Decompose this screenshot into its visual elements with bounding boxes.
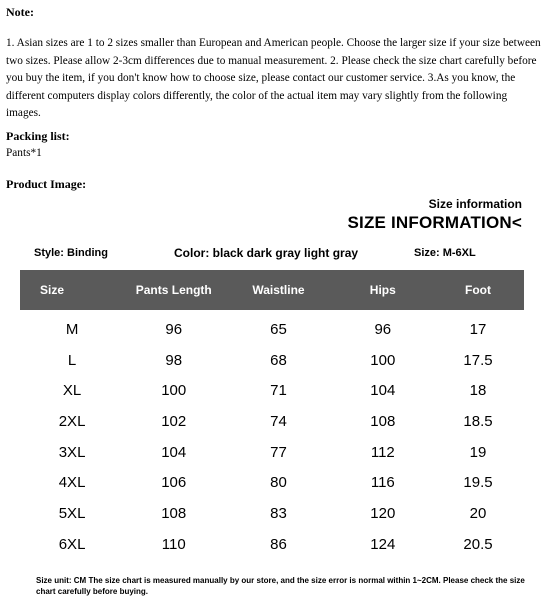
product-image-heading: Product Image: bbox=[6, 177, 87, 191]
cell-size: XL bbox=[62, 382, 82, 400]
table-row bbox=[20, 310, 524, 345]
table-row bbox=[20, 467, 524, 498]
table-row bbox=[20, 437, 524, 468]
cell-waistline: 65 bbox=[270, 320, 287, 338]
cell-foot: 20 bbox=[469, 504, 487, 522]
cell-waistline: 71 bbox=[270, 382, 287, 400]
table-row bbox=[20, 529, 524, 560]
cell-hips: 120 bbox=[370, 504, 396, 522]
cell-size: 2XL bbox=[58, 412, 86, 430]
style-label: Style: Binding bbox=[34, 247, 108, 259]
cell-pants-length: 96 bbox=[165, 320, 183, 338]
cell-pants-length: 106 bbox=[161, 474, 187, 492]
cell-pants-length: 104 bbox=[161, 443, 187, 461]
cell-pants-length: 102 bbox=[161, 412, 187, 430]
cell-foot: 19.5 bbox=[463, 474, 493, 492]
cell-waistline: 86 bbox=[270, 535, 287, 553]
note-heading: Note: bbox=[6, 5, 34, 19]
cell-pants-length: 110 bbox=[161, 535, 186, 553]
cell-foot: 17 bbox=[469, 320, 487, 338]
size-chart-table bbox=[20, 270, 524, 560]
cell-hips: 104 bbox=[370, 382, 396, 400]
cell-waistline: 77 bbox=[270, 443, 287, 461]
cell-foot: 20.5 bbox=[463, 535, 493, 553]
cell-foot: 18.5 bbox=[463, 412, 493, 430]
cell-pants-length: 108 bbox=[161, 504, 187, 522]
header-size: Size bbox=[20, 270, 124, 310]
header-hips: Hips bbox=[334, 270, 432, 310]
table-row bbox=[20, 498, 524, 529]
spec-row bbox=[0, 245, 550, 263]
cell-size: M bbox=[65, 320, 79, 338]
size-information-banner: SIZE INFORMATION< bbox=[347, 213, 522, 232]
cell-waistline: 80 bbox=[270, 474, 287, 492]
cell-foot: 17.5 bbox=[463, 351, 493, 369]
cell-hips: 100 bbox=[370, 351, 396, 369]
cell-size: 5XL bbox=[58, 504, 86, 522]
size-unit-footnote: Size unit: CM The size chart is measured manually by our store, and the size error is normal within 1~2CM. Please check the size chart carefully before buying. bbox=[36, 576, 525, 596]
table-row bbox=[20, 406, 524, 437]
cell-pants-length: 100 bbox=[161, 382, 187, 400]
color-label: Color: black dark gray light gray bbox=[174, 246, 359, 260]
cell-size: 6XL bbox=[58, 535, 86, 553]
note-body: 1. Asian sizes are 1 to 2 sizes smaller than European and American people. Choose the larger size if your size between two sizes. Please allow 2-3cm differences due to manual measurement. 2. Please check the size chart carefully before you buy the item, if you don't know how to choose size, please contact our customer service. 3.As you know, the different computers display colors differently, the color of the actual item may vary slightly from the following images. bbox=[6, 37, 541, 119]
cell-hips: 124 bbox=[370, 535, 396, 553]
size-information-title: Size information bbox=[428, 197, 522, 211]
packing-list-value: Pants*1 bbox=[6, 147, 42, 159]
cell-waistline: 68 bbox=[270, 351, 287, 369]
cell-waistline: 83 bbox=[270, 504, 287, 522]
header-waistline: Waistline bbox=[223, 270, 333, 310]
cell-hips: 96 bbox=[374, 320, 392, 338]
cell-hips: 108 bbox=[370, 412, 396, 430]
cell-hips: 116 bbox=[370, 474, 395, 492]
cell-size: 3XL bbox=[58, 443, 86, 461]
cell-hips: 112 bbox=[370, 443, 395, 461]
table-header-row bbox=[20, 270, 524, 310]
size-range-label: Size: M-6XL bbox=[414, 247, 476, 259]
table-row bbox=[20, 345, 524, 376]
table-row bbox=[20, 375, 524, 406]
packing-list-heading: Packing list: bbox=[6, 129, 70, 143]
header-pants-length: Pants Length bbox=[124, 270, 223, 310]
cell-foot: 19 bbox=[469, 443, 487, 461]
cell-size: L bbox=[67, 351, 77, 369]
cell-foot: 18 bbox=[469, 382, 487, 400]
cell-waistline: 74 bbox=[270, 412, 287, 430]
cell-size: 4XL bbox=[58, 474, 86, 492]
cell-pants-length: 98 bbox=[165, 351, 183, 369]
header-foot: Foot bbox=[432, 270, 524, 310]
